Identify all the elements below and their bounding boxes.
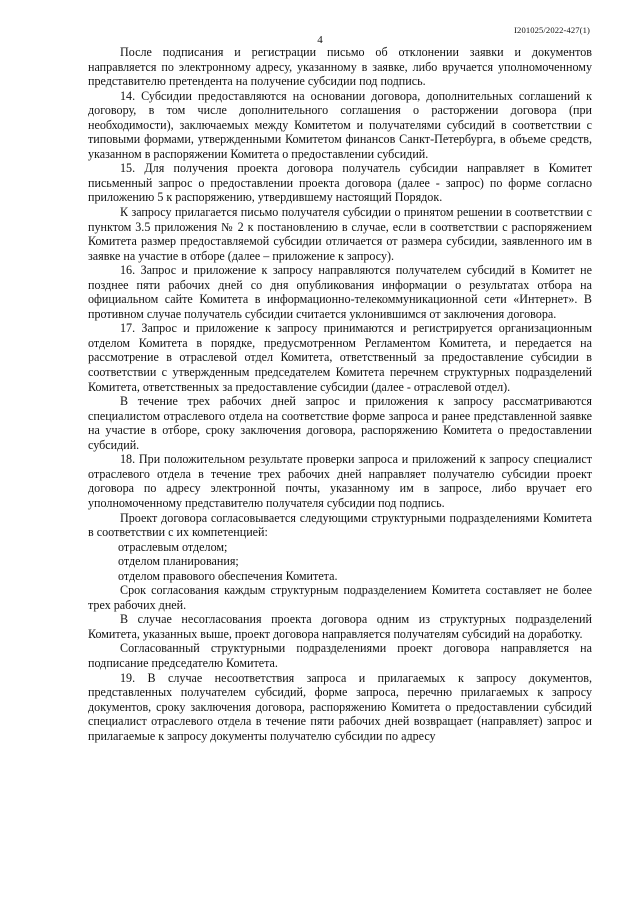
department-list-item: отделом планирования; xyxy=(118,554,239,569)
paragraph-14: 14. Субсидии предоставляются на основании договора, дополнительных соглашений к договору, в том числе дополнительного соглашения о расторжении договора (при необходимости), заключаемых между Комитетом и получателями субсидий в соответствии с типовыми формами, утвержденными Комитетом финансов Санкт-Петербурга, в объеме средств, указанном в распоряжении Комитета о предоставлении субсидий. xyxy=(88,88,592,161)
department-list-item: отделом правового обеспечения Комитета. xyxy=(118,568,338,583)
document-body xyxy=(88,45,592,743)
paragraph-approval-term: Срок согласования каждым структурным подразделением Комитета составляет не более трех рабочих дней. xyxy=(88,583,592,612)
paragraph-rejection-letter: После подписания и регистрации письмо об отклонении заявки и документов направляется по электронному адресу, указанному в заявке, либо вручается уполномоченному представителю претендента на получение субсидии под подпись. xyxy=(88,45,592,89)
paragraph-17-review: В течение трех рабочих дней запрос и приложения к запросу рассматриваются специалистом отраслевого отдела на соответствие форме запроса и ранее представленной заявке на участие в отборе, сроку заключения договора, распоряжению Комитета о предоставлении субсидий. xyxy=(88,394,592,452)
paragraph-disapproval: В случае несогласования проекта договора одним из структурных подразделений Комитета, указанных выше, проект договора направляется получателям субсидий на доработку. xyxy=(88,612,592,641)
paragraph-17: 17. Запрос и приложение к запросу принимаются и регистрируется организационным отделом Комитета в порядке, предусмотренном Регламентом Комитета, и передается на рассмотрение в отраслевой отдел Комитета, ответственный за предоставление субсидии в соответствии с утвержденным председателем Комитета перечнем структурных подразделений Комитета, ответственных за предоставление субсидии (далее - отраслевой отдел). xyxy=(88,321,592,394)
paragraph-18-approval: Проект договора согласовывается следующими структурными подразделениями Комитета в соответствии с их компетенцией: xyxy=(88,510,592,540)
paragraph-16: 16. Запрос и приложение к запросу направляются получателем субсидий в Комитет не позднее пяти рабочих дней со дня опубликования информации о результатах отбора на официальном сайте Комитета в информационно-телекоммуникационной сети «Интернет». В противном случае получатель субсидии считается уклонившимся от заключения договора. xyxy=(88,263,592,321)
paragraph-18: 18. При положительном результате проверки запроса и приложений к запросу специалист отраслевого отдела в течение трех рабочих дней направляет получателю субсидии проект договора по адресу электронной почты, указанному им в запросе, либо вручает его уполномоченному представителю получателя субсидии под подпись. xyxy=(88,452,592,510)
paragraph-signing: Согласованный структурными подразделениями проект договора направляется на подписание председателю Комитета. xyxy=(88,641,592,670)
document-number: I201025/2022-427(1) xyxy=(514,25,590,35)
paragraph-19: 19. В случае несоответствия запроса и прилагаемых к запросу документов, представленных получателем субсидий, форме запроса, перечню прилагаемых к запросу документов, сроку заключения договора, распоряжению Комитета о предоставлении субсидий специалист отраслевого отдела в течение пяти рабочих дней возвращает (направляет) запрос и прилагаемые к запросу документы получателю субсидии по адресу xyxy=(88,670,592,743)
paragraph-15-attachment: К запросу прилагается письмо получателя субсидии о принятом решении в соответствии с пунктом 3.5 приложения № 2 к постановлению в случае, если в соответствии с распоряжением Комитета размер предоставляемой субсидии отличается от размера субсидии, заявленного им в заявке на участие в отборе (далее – приложение к запросу). xyxy=(88,205,592,263)
paragraph-15: 15. Для получения проекта договора получатель субсидии направляет в Комитет письменный запрос о предоставлении проекта договора (далее - запрос) по форме согласно приложению 5 к распоряжению, утвердившему настоящий Порядок. xyxy=(88,161,592,205)
department-list-item: отраслевым отделом; xyxy=(118,539,228,554)
page-number: 4 xyxy=(317,34,323,46)
